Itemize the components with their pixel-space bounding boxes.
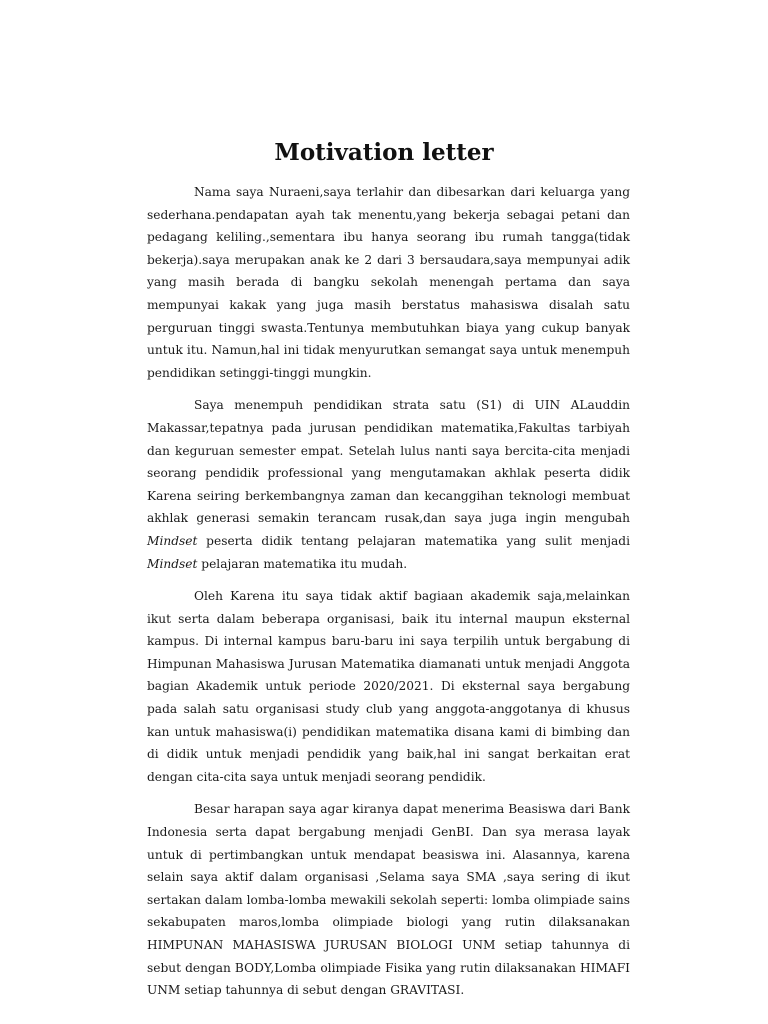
paragraph-family-background xyxy=(147,181,630,384)
paragraph-2-text-b: peserta didik tentang pelajaran matematika yang sulit menjadi xyxy=(197,533,630,548)
paragraph-3-text: Oleh Karena itu saya tidak aktif bagiaan akademik saja,melainkan ikut serta dalam beberapa organisasi, baik itu internal maupun eksternal kampus. Di internal kampus baru-baru ini saya terpilih untuk bergabung di Himpunan Mahasiswa Jurusan Matematika diamanati untuk menjadi Anggota bagian Akademik untuk periode 2020/2021. Di eksternal saya bergabung pada salah satu organisasi study club yang anggota-anggotanya di khusus kan untuk mahasiswa(i) pendidikan matematika disana kami di bimbing dan di didik untuk menjadi pendidik yang baik,hal ini sangat berkaitan erat dengan cita-cita saya untuk menjadi seorang pendidik. xyxy=(147,589,630,784)
paragraph-scholarship-hope xyxy=(147,798,630,1001)
letter-body xyxy=(147,181,630,1012)
document-title: Motivation letter xyxy=(274,139,494,166)
paragraph-1-text: Nama saya Nuraeni,saya terlahir dan dibesarkan dari keluarga yang sederhana.pendapatan ayah tak menentu,yang bekerja sebagai petani dan pedagang keliling.,sementara ibu hanya seorang ibu rumah tangga(tidak bekerja).saya merupakan anak ke 2 dari 3 bersaudara,saya mempunyai adik yang masih berada di bangku sekolah menengah pertama dan saya mempunyai kakak yang juga masih berstatus mahasiswa disalah satu perguruan tinggi swasta.Tentunya membutuhkan biaya yang cukup banyak untuk itu. Namun,hal ini tidak menyurutkan semangat saya untuk menempuh pendidikan setinggi-tinggi mungkin. xyxy=(147,185,630,380)
mindset-italic-2: Mindset xyxy=(147,556,198,571)
paragraph-education xyxy=(147,394,630,575)
mindset-italic-1: Mindset xyxy=(147,533,198,548)
paragraph-organizations xyxy=(147,585,630,788)
paragraph-2-text-a: Saya menempuh pendidikan strata satu (S1) di UIN ALauddin Makassar,tepatnya pada jurusan pendidikan matematika,Fakultas tarbiyah dan keguruan semester empat. Setelah lulus nanti saya bercita-cita menjadi seorang pendidik professional yang mengutamakan akhlak peserta didik Karena seiring berkembangnya zaman dan kecanggihan teknologi membuat akhlak generasi semakin terancam rusak,dan saya juga ingin mengubah xyxy=(147,398,630,526)
paragraph-4-text: Besar harapan saya agar kiranya dapat menerima Beasiswa dari Bank Indonesia serta dapat bergabung menjadi GenBI. Dan sya merasa layak untuk di pertimbangkan untuk mendapat beasiswa ini. Alasannya, karena selain saya aktif dalam organisasi ,Selama saya SMA ,saya sering di ikut sertakan dalam lomba-lomba mewakili sekolah seperti: lomba olimpiade sains sekabupaten maros,lomba olimpiade biologi yang rutin dilaksanakan HIMPUNAN MAHASISWA JURUSAN BIOLOGI UNM setiap tahunnya di sebut dengan BODY,Lomba olimpiade Fisika yang rutin dilaksanakan HIMAFI UNM setiap tahunnya di sebut dengan GRAVITASI. xyxy=(147,802,630,998)
paragraph-2-text-c: pelajaran matematika itu mudah. xyxy=(197,556,408,571)
